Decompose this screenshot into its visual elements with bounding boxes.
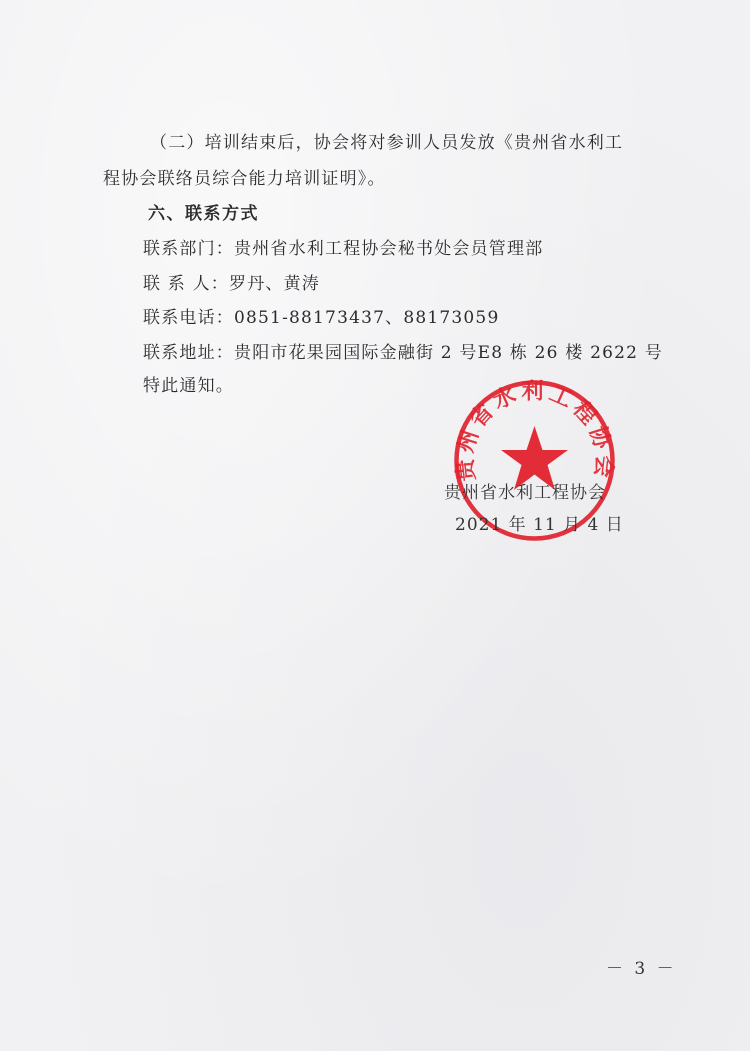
closing-text: 特此通知。	[143, 376, 234, 396]
page-number: － 3 －	[606, 959, 677, 979]
paragraph-2-line-1: （二）培训结束后，协会将对参训人员发放《贵州省水利工	[150, 133, 624, 153]
contact-address: 联系地址：贵阳市花果园国际金融街 2 号E8 栋 26 楼 2622 号	[143, 343, 663, 363]
seal-text: 贵州省水利工程协会	[452, 379, 617, 483]
contact-person: 联 系 人：罗丹、黄涛	[143, 274, 321, 294]
faint-footer-bleedthrough	[95, 904, 655, 926]
contact-phone: 联系电话：0851-88173437、88173059	[143, 308, 500, 328]
signature-date: 2021 年 11 月 4 日	[455, 515, 624, 535]
paragraph-2-line-2: 程协会联络员综合能力培训证明》。	[103, 169, 386, 189]
section-heading-contact: 六、联系方式	[148, 204, 259, 224]
signature-organization: 贵州省水利工程协会	[444, 483, 606, 503]
contact-department: 联系部门：贵州省水利工程协会秘书处会员管理部	[143, 239, 544, 259]
